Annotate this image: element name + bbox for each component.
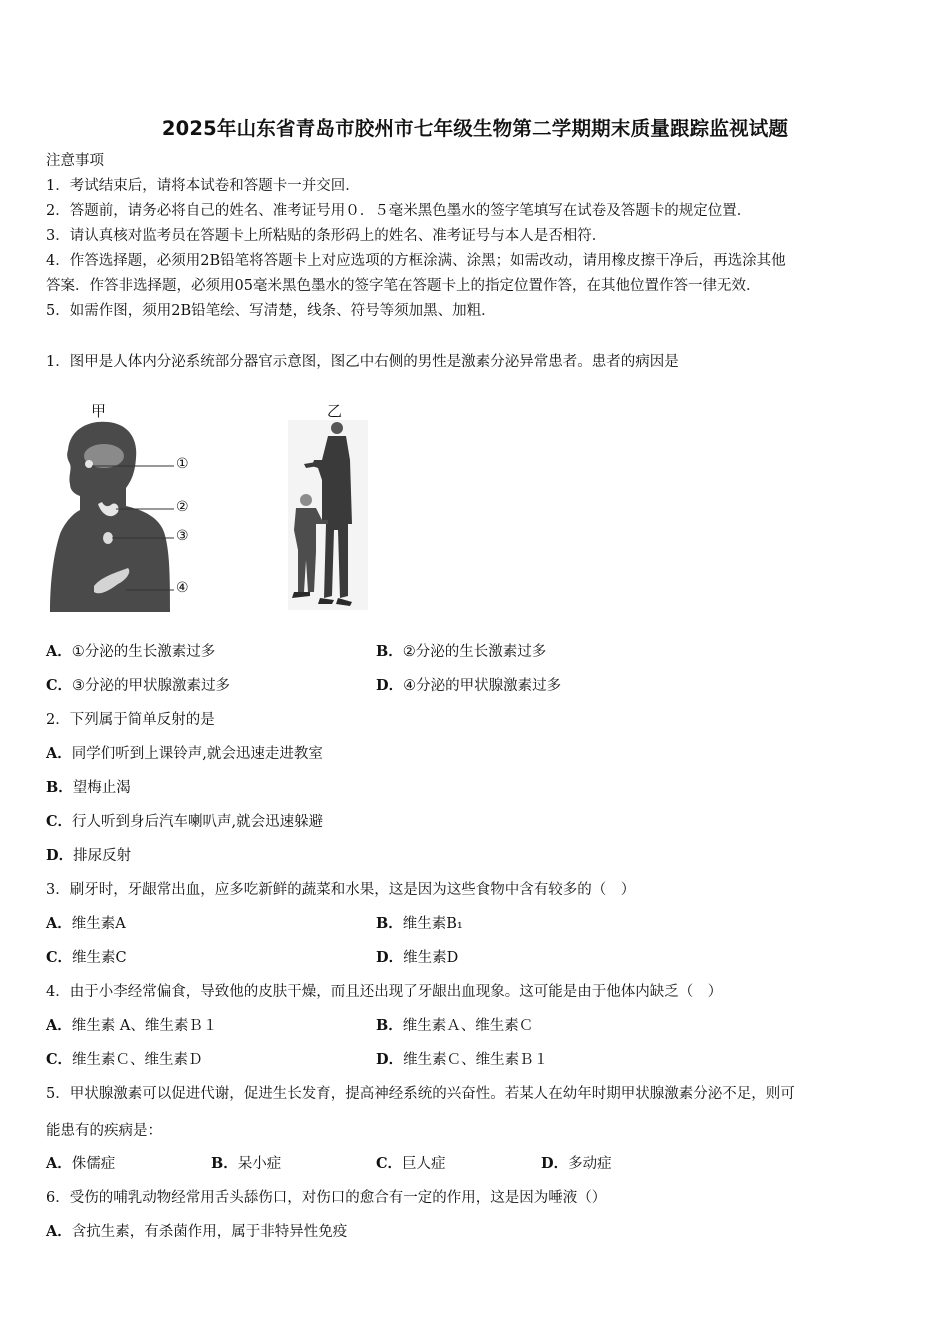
question-5-stem: 5．甲状腺激素可以促进代谢，促进生长发育，提高神经系统的兴奋性。若某人在幼年时期甲状腺激素分泌不足，则可 [46, 1086, 795, 1102]
option-letter: B． [376, 1017, 403, 1034]
q3-option-d[interactable] [376, 948, 458, 968]
option-text: 维生素Ｃ、维生素Ｂ１ [403, 1052, 549, 1068]
option-text: 维生素D [403, 950, 459, 966]
q1-option-c[interactable] [46, 676, 230, 696]
option-text: ②分泌的生长激素过多 [402, 644, 547, 660]
q6-option-a[interactable] [46, 1222, 347, 1242]
option-text: 望梅止渴 [72, 780, 131, 796]
gigantism-photo [288, 420, 368, 610]
q5-option-a[interactable] [46, 1154, 115, 1174]
option-text: 维生素Ａ、维生素Ｃ [402, 1018, 534, 1034]
option-text: 侏儒症 [71, 1156, 116, 1172]
option-letter: B． [46, 779, 73, 796]
option-text: 维生素B₁ [402, 916, 463, 932]
q3-option-c[interactable] [46, 948, 127, 968]
q1-option-a[interactable] [46, 642, 215, 662]
notice-item: 4．作答选择题，必须用2B铅笔将答题卡上对应选项的方框涂满、涂黑；如需改动，请用橡皮擦干净后，再选涂其他 [46, 253, 786, 269]
option-text: 排尿反射 [73, 848, 132, 864]
option-letter: A． [46, 643, 72, 660]
q5-option-c[interactable] [376, 1154, 446, 1174]
q1-option-b[interactable] [376, 642, 546, 662]
option-letter: C． [46, 677, 73, 694]
notice-item: 2．答题前，请务必将自己的姓名、准考证号用０．５毫米黑色墨水的签字笔填写在试卷及答题卡的规定位置． [46, 203, 752, 219]
option-text: 含抗生素，有杀菌作用，属于非特异性免疫 [71, 1224, 348, 1240]
marker-2: ② [176, 499, 189, 515]
q2-option-b[interactable] [46, 778, 131, 798]
q5-option-d[interactable] [541, 1154, 612, 1174]
question-4-stem: 4．由于小李经常偏食，导致他的皮肤干燥，而且还出现了牙龈出血现象。这可能是由于他体内缺乏（ ） [46, 984, 723, 1000]
option-letter: D． [376, 949, 404, 966]
q4-option-d[interactable] [376, 1050, 548, 1070]
question-6-stem: 6．受伤的哺乳动物经常用舌头舔伤口，对伤口的愈合有一定的作用，这是因为唾液（） [46, 1190, 607, 1206]
q4-option-c[interactable] [46, 1050, 203, 1070]
figure-label-yi: 乙 [327, 402, 343, 420]
q4-option-b[interactable] [376, 1016, 533, 1036]
option-text: 多动症 [568, 1156, 612, 1172]
figure-label-jia: 甲 [91, 402, 107, 420]
option-letter: A． [46, 915, 72, 932]
q3-option-b[interactable] [376, 914, 463, 934]
marker-1: ① [176, 456, 189, 472]
option-letter: D． [541, 1155, 569, 1172]
notice-heading: 注意事项 [46, 153, 104, 169]
option-letter: B． [211, 1155, 238, 1172]
option-text: 维生素C [72, 950, 127, 966]
notice-item: 5．如需作图，须用2B铅笔绘、写清楚，线条、符号等须加黑、加粗． [46, 303, 496, 319]
q2-option-d[interactable] [46, 846, 131, 866]
option-letter: D． [376, 1051, 404, 1068]
option-text: ④分泌的甲状腺激素过多 [403, 678, 562, 694]
page-title: 2025年山东省青岛市胶州市七年级生物第二学期期末质量跟踪监视试题 [161, 117, 789, 140]
option-letter: C． [46, 1051, 73, 1068]
option-text: 行人听到身后汽车喇叭声,就会迅速躲避 [72, 814, 324, 830]
q3-option-a[interactable] [46, 914, 126, 934]
option-text: 维生素 A、维生素Ｂ１ [71, 1018, 218, 1034]
q4-option-a[interactable] [46, 1016, 217, 1036]
question-3-stem: 3．刷牙时，牙龈常出血，应多吃新鲜的蔬菜和水果，这是因为这些食物中含有较多的（ ） [46, 882, 636, 898]
option-letter: A． [46, 1223, 72, 1240]
option-letter: B． [376, 915, 403, 932]
notice-item: 3．请认真核对监考员在答题卡上所粘贴的条形码上的姓名、准考证号与本人是否相符． [46, 228, 607, 244]
marker-4: ④ [176, 580, 189, 596]
option-text: 维生素Ｃ、维生素Ｄ [72, 1052, 203, 1068]
option-letter: D． [376, 677, 404, 694]
option-letter: C． [376, 1155, 403, 1172]
q1-option-d[interactable] [376, 676, 561, 696]
marker-3: ③ [176, 528, 189, 544]
option-letter: A． [46, 1155, 72, 1172]
q5-option-b[interactable] [211, 1154, 281, 1174]
q2-option-a[interactable] [46, 744, 323, 764]
option-letter: B． [376, 643, 403, 660]
question-2-stem: 2．下列属于简单反射的是 [46, 712, 215, 728]
option-letter: C． [46, 949, 73, 966]
option-text: 维生素A [71, 916, 126, 932]
question-1-stem: 1．图甲是人体内分泌系统部分器官示意图，图乙中右侧的男性是激素分泌异常患者。患者的病因是 [46, 354, 679, 370]
question-5-stem-cont: 能患有的疾病是： [46, 1123, 162, 1139]
option-letter: A． [46, 1017, 72, 1034]
option-text: 巨人症 [402, 1156, 446, 1172]
option-text: ③分泌的甲状腺激素过多 [72, 678, 231, 694]
option-letter: C． [46, 813, 73, 830]
option-letter: D． [46, 847, 74, 864]
q2-option-c[interactable] [46, 812, 323, 832]
notice-item: 答案．作答非选择题，必须用05毫米黑色墨水的签字笔在答题卡上的指定位置作答，在其他位置作答一律无效． [46, 278, 761, 294]
option-letter: A． [46, 745, 72, 762]
option-text: ①分泌的生长激素过多 [71, 644, 216, 660]
option-text: 呆小症 [237, 1156, 282, 1172]
notice-item: 1．考试结束后，请将本试卷和答题卡一并交回． [46, 178, 360, 194]
option-text: 同学们听到上课铃声,就会迅速走进教室 [71, 746, 323, 762]
